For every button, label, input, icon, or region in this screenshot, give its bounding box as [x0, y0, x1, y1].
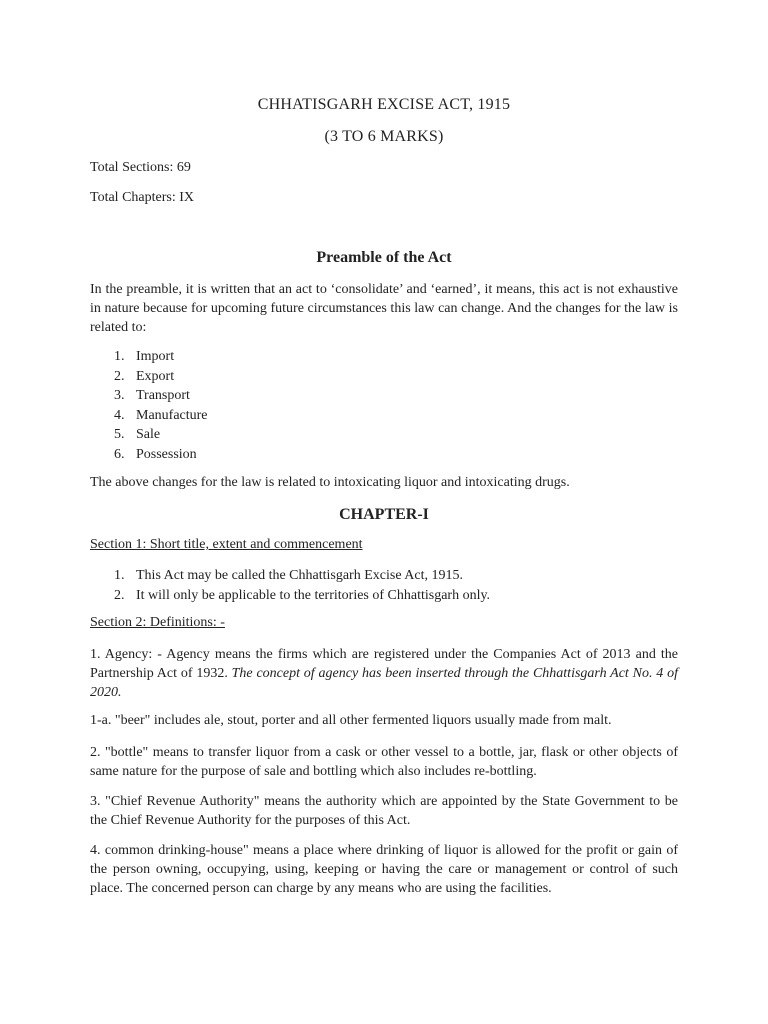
- definition-common-drinking-house: 4. common drinking-house" means a place where drinking of liquor is allowed for the profit or gain of the person owning, occupying, using, keeping or having the care or management or control of such place. The concerned person can charge by any means who are using the facilities.: [90, 843, 678, 896]
- total-sections: Total Sections: 69: [90, 160, 191, 175]
- section2-heading: Section 2: Definitions: -: [90, 615, 225, 630]
- list-item: 1. Import: [114, 349, 175, 364]
- definition-agency: 1. Agency: - Agency means the firms which are registered under the Companies Act of 2013 and the Partnership Act of 1932. The concept of agency has been inserted through the Chhattisgarh Act No. 4 of 2020.: [90, 647, 678, 700]
- list-item: 5. Sale: [114, 427, 161, 442]
- list-item: 4. Manufacture: [114, 407, 208, 423]
- preamble-closing: The above changes for the law is related to intoxicating liquor and intoxicating drugs.: [90, 475, 570, 490]
- section1-list: [114, 566, 490, 605]
- preamble-text: In the preamble, it is written that an act to ‘consolidate’ and ‘earned’, it means, this act is not exhaustive in nature because for upcoming future circumstances this law can change. And the changes for the law is related to:: [90, 282, 678, 335]
- preamble-heading: Preamble of the Act: [316, 249, 452, 266]
- section1-heading: Section 1: Short title, extent and commencement: [90, 537, 363, 552]
- document-title: CHHATISGARH EXCISE ACT, 1915: [257, 96, 511, 113]
- document-subtitle: (3 TO 6 MARKS): [324, 128, 444, 145]
- list-item: 3. Transport: [114, 388, 190, 403]
- list-item: 2. Export: [114, 368, 175, 384]
- definition-chief-revenue-authority: 3. "Chief Revenue Authority" means the authority which are appointed by the State Government to be the Chief Revenue Authority for the purposes of this Act.: [90, 794, 678, 828]
- chapter-heading: CHAPTER-I: [339, 506, 429, 523]
- list-item: 2. It will only be applicable to the territories of Chhattisgarh only.: [114, 587, 491, 603]
- definition-beer: 1-a. "beer" includes ale, stout, porter and all other fermented liquors usually made from malt.: [90, 713, 612, 728]
- definition-bottle: 2. "bottle" means to transfer liquor from a cask or other vessel to a bottle, jar, flask or other objects of same nature for the purpose of sale and bottling which also includes re-bottling.: [90, 745, 678, 779]
- list-item: 1. This Act may be called the Chhattisgarh Excise Act, 1915.: [114, 568, 463, 583]
- total-chapters: Total Chapters: IX: [90, 190, 194, 205]
- preamble-list: [114, 347, 208, 464]
- list-item: 6. Possession: [114, 446, 197, 462]
